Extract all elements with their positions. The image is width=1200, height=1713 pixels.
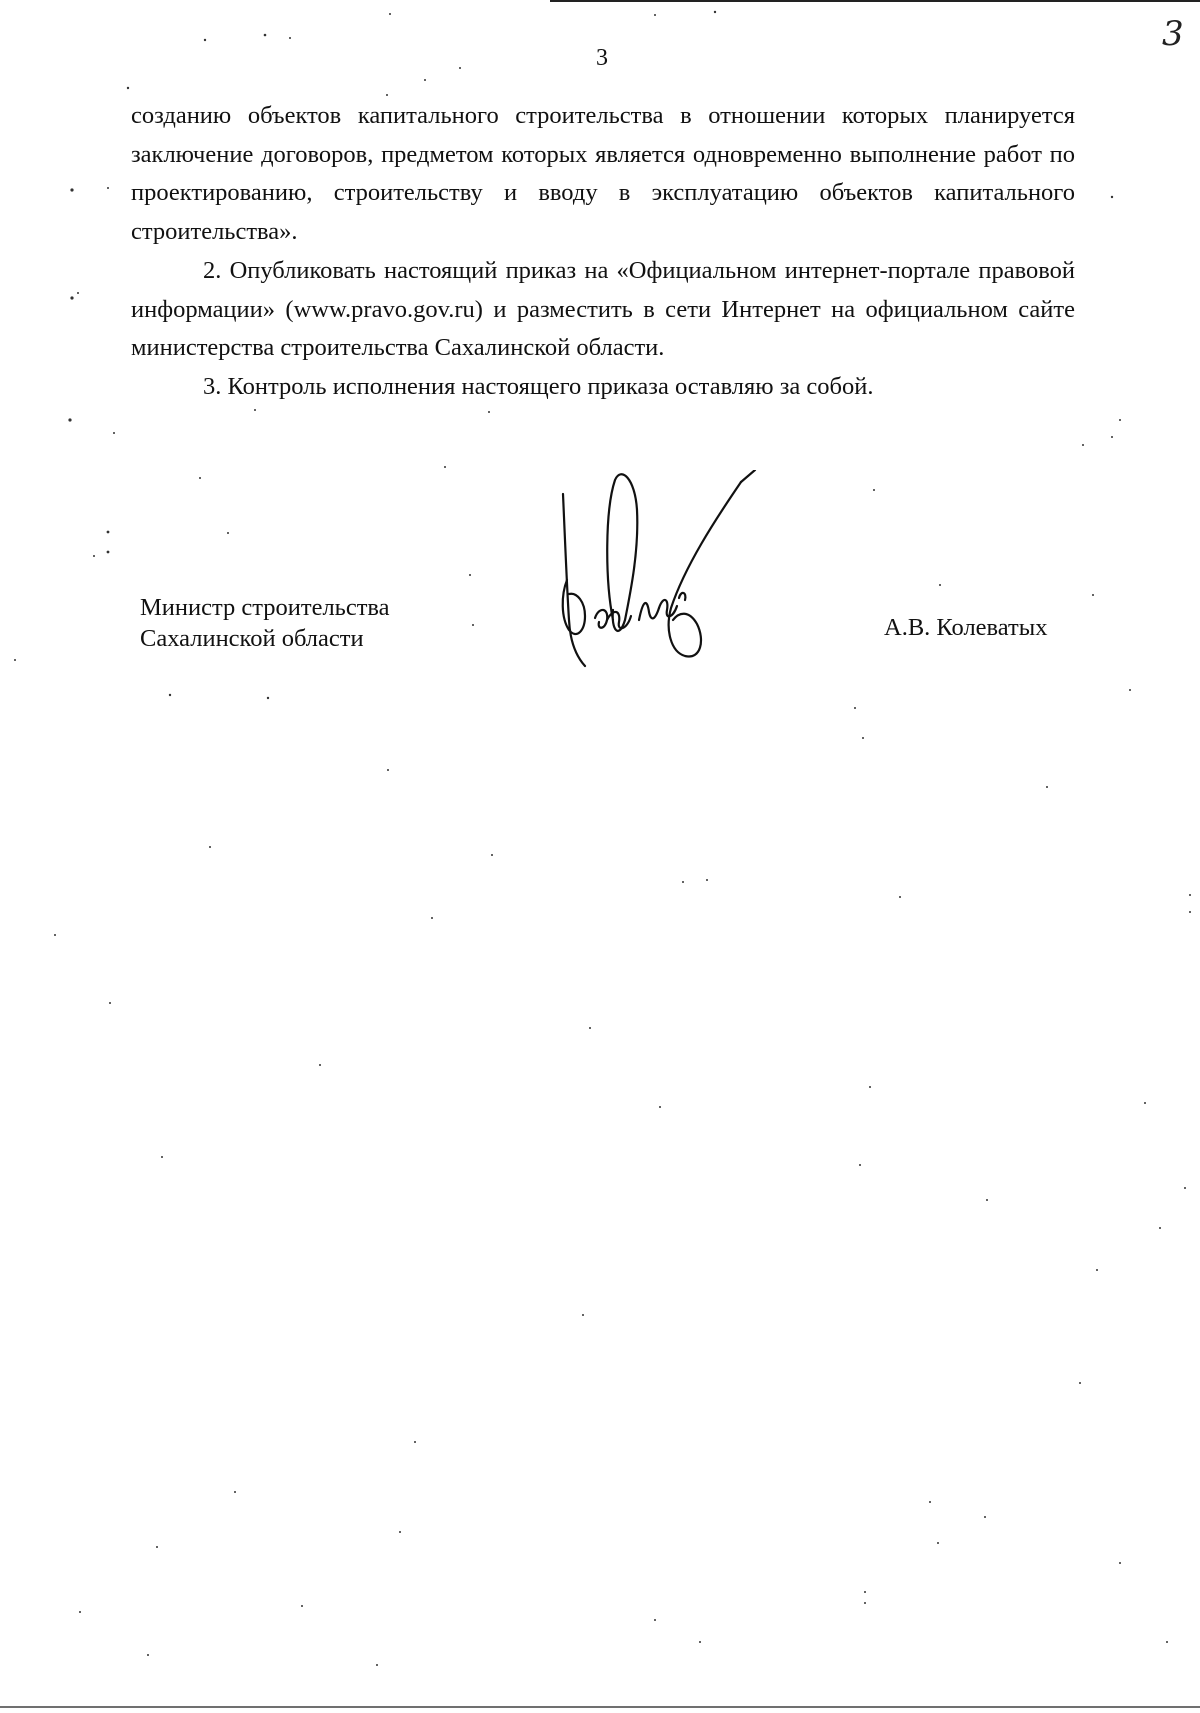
paragraph-2-text: 2. Опубликовать настоящий приказ на «Официальном интернет-портале правовой информации» (www.pravo.gov.ru) и разместить в сети Интернет на официальном сайте министерства строительства Сахалинской области. bbox=[131, 257, 1075, 361]
scan-top-edge bbox=[550, 0, 1200, 2]
scan-bottom-edge bbox=[0, 1706, 1200, 1708]
signatory-position bbox=[140, 592, 390, 654]
signatory-position-line-2: Сахалинской области bbox=[140, 625, 364, 652]
page-number: 3 bbox=[596, 45, 608, 71]
paragraph-3-text: 3. Контроль исполнения настоящего приказа оставляю за собой. bbox=[203, 373, 874, 400]
paragraph-continuation: созданию объектов капитального строительства в отношении которых планируется заключение договоров, предметом которых является одновременно выполнение работ по проектированию, строительству и вводу в эксплуатацию объектов капитального строительства». bbox=[131, 102, 1075, 245]
signatory-name: А.В. Колеватых bbox=[884, 614, 1048, 641]
paragraph-3 bbox=[131, 368, 1075, 407]
paragraph-2 bbox=[131, 252, 1075, 368]
handwritten-sheet-number: 3 bbox=[1162, 14, 1184, 54]
handwritten-signature bbox=[555, 470, 795, 670]
signatory-position-line-1: Министр строительства bbox=[140, 594, 390, 621]
